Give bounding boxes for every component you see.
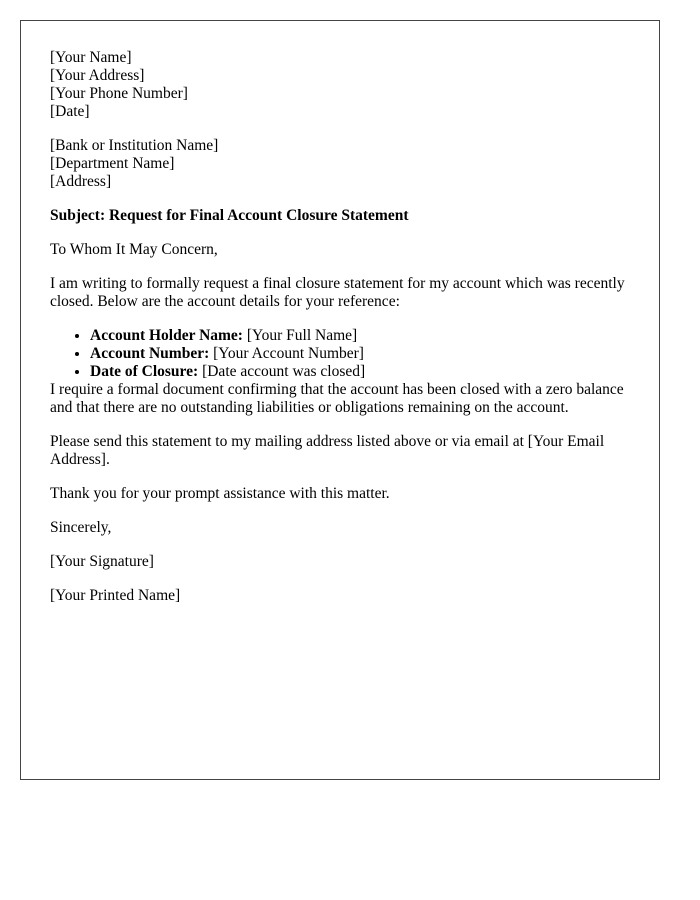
printed-name: [Your Printed Name] [50, 587, 181, 604]
intro-paragraph: I am writing to formally request a final closure statement for my account which was recently closed. Below are the account details for your reference: [50, 275, 625, 310]
signature-placeholder: [Your Signature] [50, 553, 154, 570]
salutation: To Whom It May Concern, [50, 241, 218, 258]
valediction: Sincerely, [50, 519, 112, 536]
detail-value: [Date account was closed] [198, 363, 366, 380]
requirement-paragraph: I require a formal document confirming that the account has been closed with a zero balance and that there are no outstanding liabilities or obligations remaining on the account. [50, 381, 624, 416]
letter-frame [20, 20, 660, 780]
recipient-address: [Address] [50, 173, 112, 190]
recipient-department: [Department Name] [50, 155, 175, 172]
letter-body [50, 49, 640, 605]
subject-line: Subject: Request for Final Account Closure Statement [50, 207, 409, 224]
list-item [90, 345, 640, 363]
sender-address: [Your Address] [50, 67, 145, 84]
list-item [90, 327, 640, 345]
letter-date: [Date] [50, 103, 90, 120]
detail-label: Account Number: [90, 345, 210, 362]
delivery-paragraph: Please send this statement to my mailing address listed above or via email at [Your Email Address]. [50, 433, 605, 468]
detail-value: [Your Account Number] [209, 345, 364, 362]
detail-label: Account Holder Name: [90, 327, 243, 344]
thanks-paragraph: Thank you for your prompt assistance with this matter. [50, 485, 390, 502]
account-details-list [50, 327, 640, 381]
sender-name: [Your Name] [50, 49, 132, 66]
recipient-block [50, 137, 640, 191]
list-item [90, 363, 640, 381]
recipient-institution: [Bank or Institution Name] [50, 137, 219, 154]
detail-label: Date of Closure: [90, 363, 199, 380]
detail-value: [Your Full Name] [242, 327, 358, 344]
sender-block [50, 49, 640, 121]
sender-phone: [Your Phone Number] [50, 85, 188, 102]
